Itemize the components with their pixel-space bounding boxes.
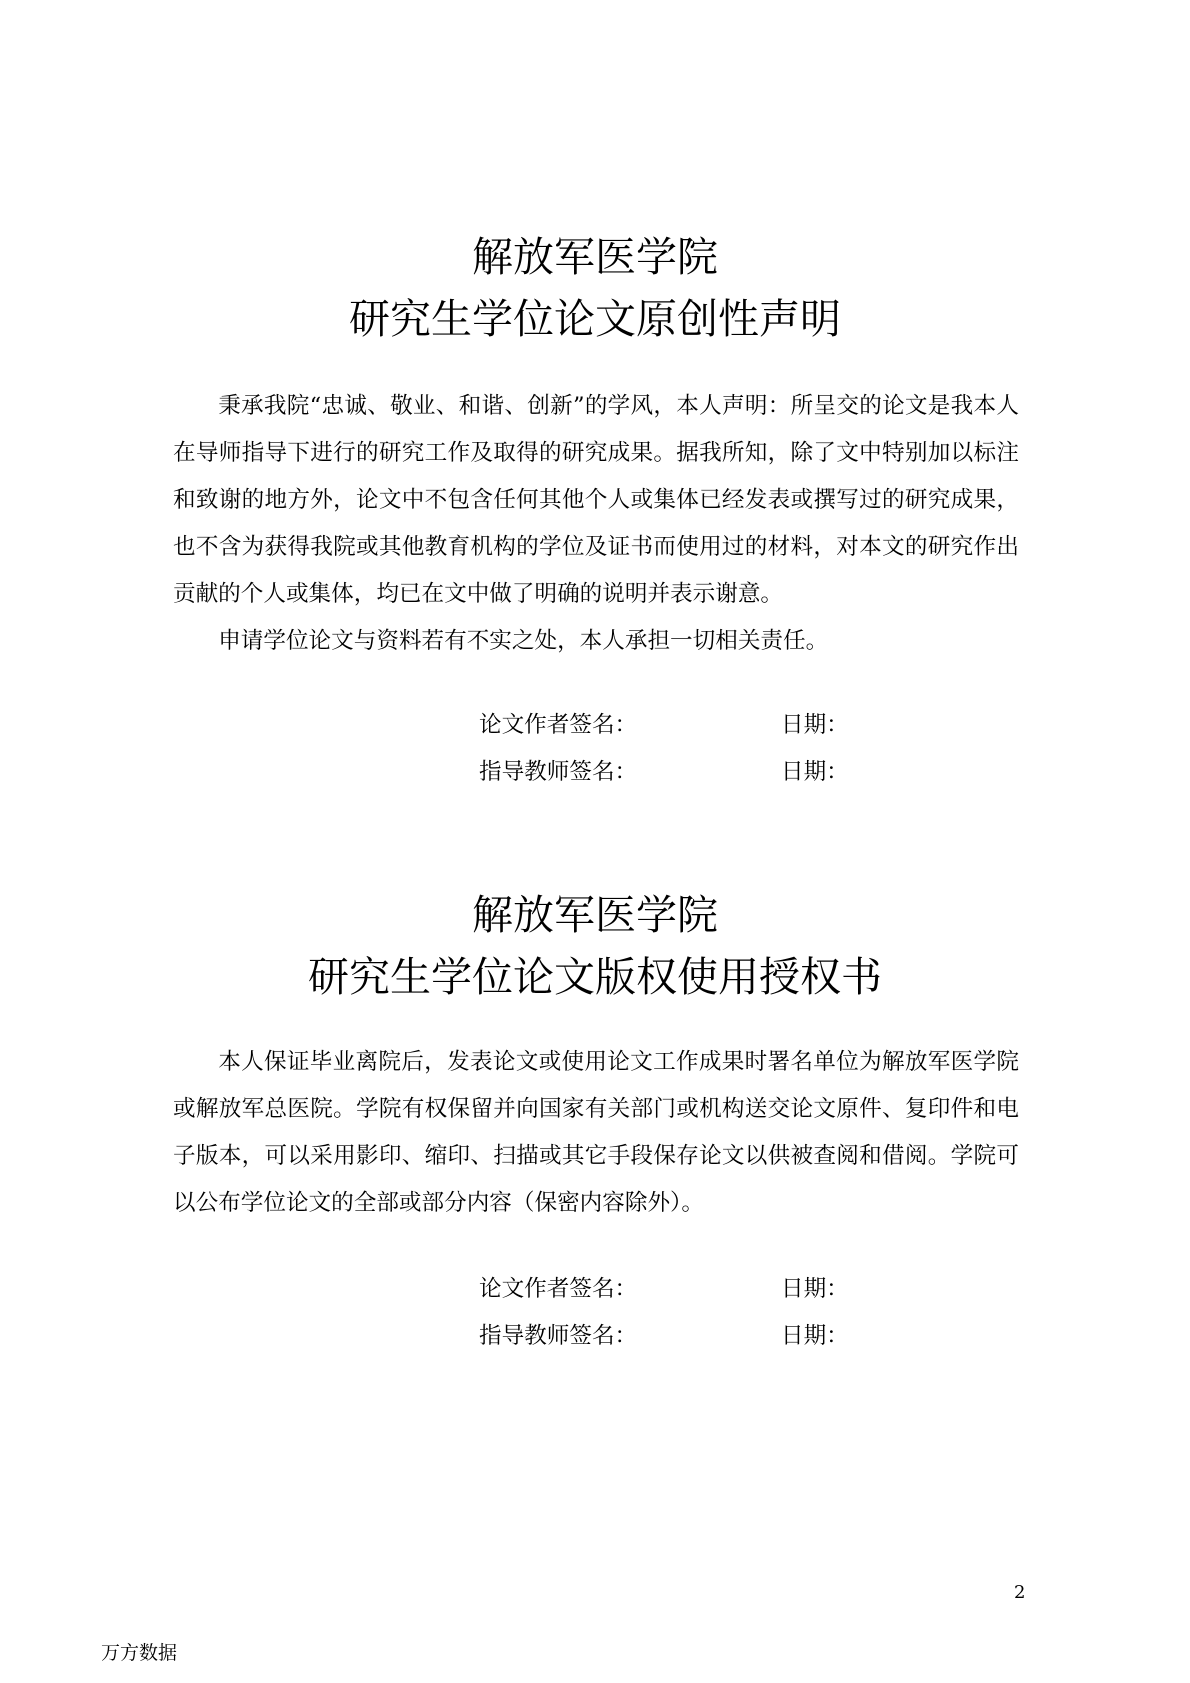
authorization-advisor-date-label: 日期： — [781, 1323, 849, 1349]
declaration-advisor-signature-label: 指导教师签名： — [479, 759, 638, 785]
authorization-author-signature-label: 论文作者签名： — [479, 1276, 638, 1302]
declaration-title-line2: 研究生学位论文原创性声明 — [349, 295, 841, 343]
watermark: 万方数据 — [101, 1642, 178, 1664]
declaration-author-date-label: 日期： — [781, 712, 849, 738]
declaration-title-line1: 解放军医学院 — [472, 233, 718, 281]
authorization-body — [173, 1039, 1019, 1227]
declaration-paragraph-2: 申请学位论文与资料若有不实之处，本人承担一切相关责任。 — [218, 628, 829, 654]
declaration-author-signature-label: 论文作者签名： — [479, 712, 638, 738]
declaration-paragraph-1: 秉承我院“忠诚、敬业、和谐、创新”的学风，本人声明：所呈交的论文是我本人在导师指导下进行的研究工作及取得的研究成果。据我所知，除了文中特别加以标注和致谢的地方外，论文中不包含任何其他个人或集体已经发表或撰写过的研究成果，也不含为获得我院或其他教育机构的学位及证书而使用过的材料，对本文的研究作出贡献的个人或集体，均已在文中做了明确的说明并表示谢意。 — [173, 393, 1019, 607]
authorization-title-line1: 解放军医学院 — [472, 891, 718, 939]
authorization-advisor-signature-label: 指导教师签名： — [479, 1323, 638, 1349]
declaration-advisor-date-label: 日期： — [781, 759, 849, 785]
authorization-paragraph-1: 本人保证毕业离院后，发表论文或使用论文工作成果时署名单位为解放军医学院或解放军总医院。学院有权保留并向国家有关部门或机构送交论文原件、复印件和电子版本，可以采用影印、缩印、扫描或其它手段保存论文以供被查阅和借阅。学院可以公布学位论文的全部或部分内容（保密内容除外）。 — [173, 1049, 1019, 1216]
page-number: 2 — [1014, 1582, 1026, 1603]
declaration-body — [173, 383, 1019, 665]
authorization-author-date-label: 日期： — [781, 1276, 849, 1302]
authorization-title-line2: 研究生学位论文版权使用授权书 — [308, 953, 882, 1001]
